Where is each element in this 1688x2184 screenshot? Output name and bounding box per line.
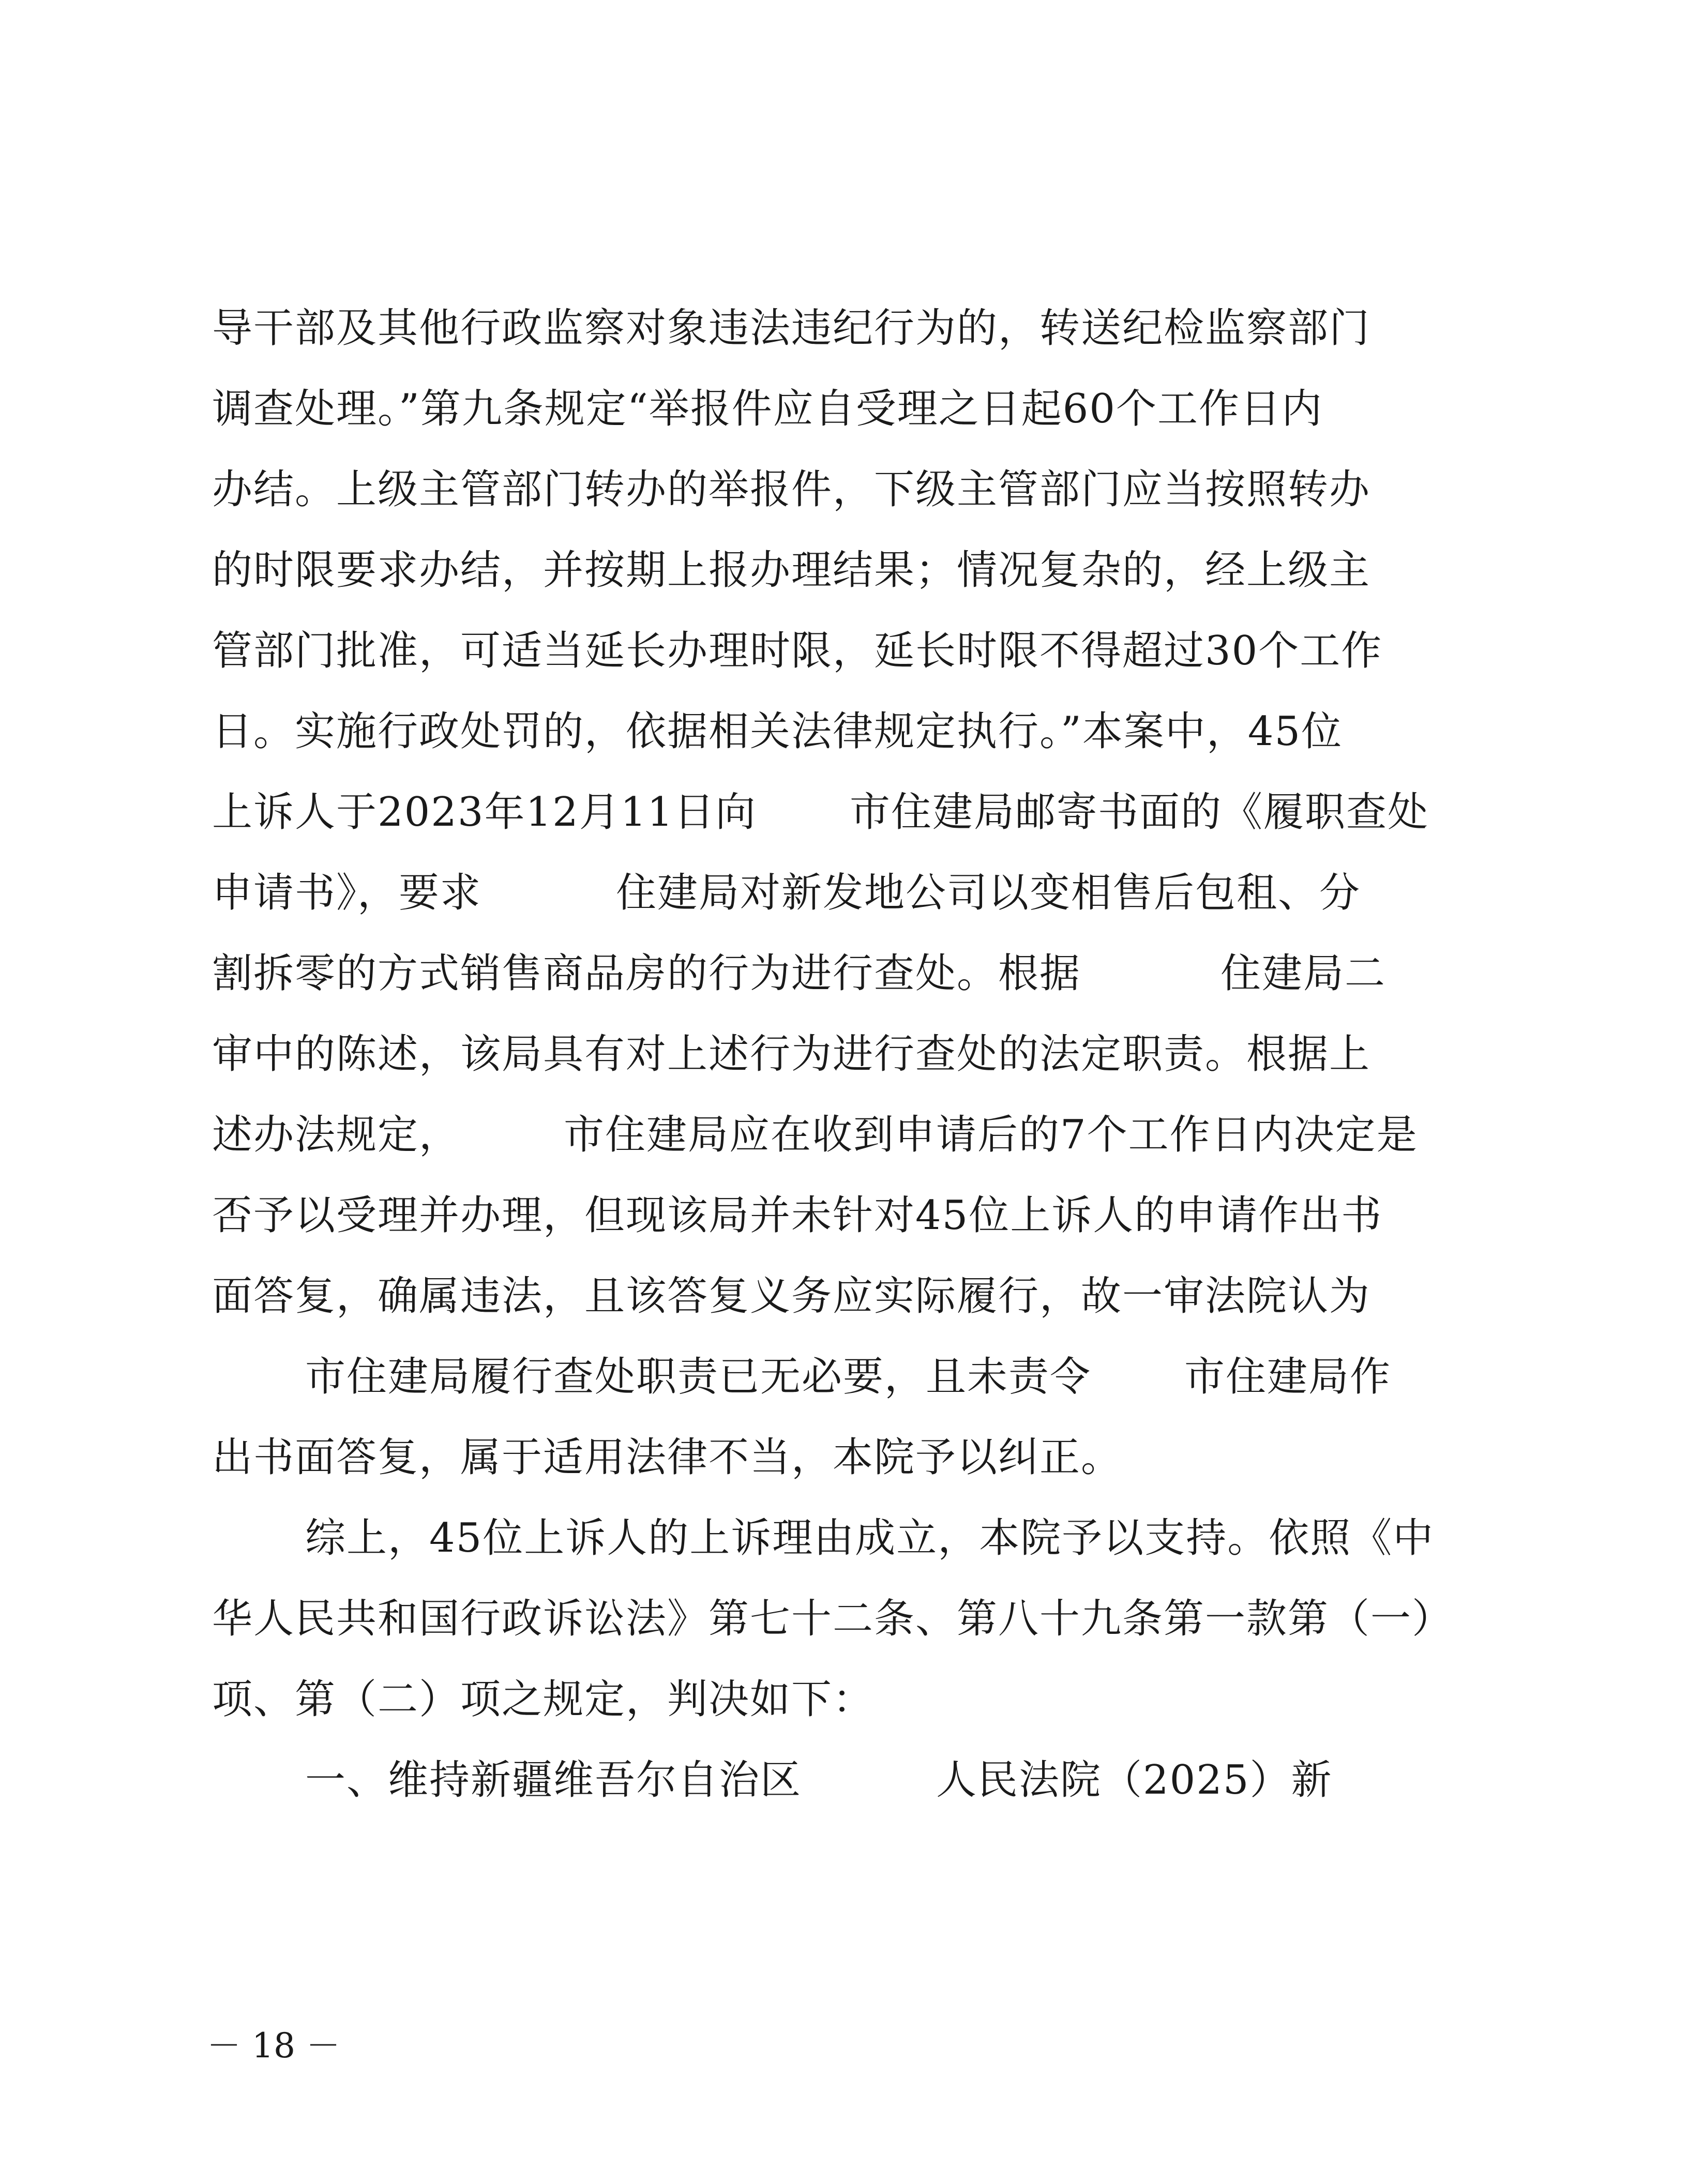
text-line — [212, 1348, 1479, 1405]
text-segment: 日。实施行政处罚的，依据相关法律规定执行。”本案中，45位 — [212, 708, 1343, 755]
text-line — [212, 1026, 1479, 1083]
text-segment: 出书面答复，属于适用法律不当，本院予以纠正。 — [212, 1434, 1123, 1481]
text-segment: 割拆零的方式销售商品房的行为进行查处。根据 — [212, 950, 1081, 997]
text-line — [212, 623, 1479, 679]
text-segment: 一、维持新疆维吾尔自治区 — [305, 1757, 802, 1803]
text-segment: 申请书》，要求 — [212, 870, 482, 916]
text-segment: 调查处理。”第九条规定“举报件应自受理之日起60个工作日内 — [212, 386, 1323, 432]
text-line — [212, 461, 1479, 518]
text-segment: 住建局对新发地公司以变相售后包租、分 — [616, 870, 1361, 916]
text-line — [212, 542, 1479, 599]
page-number: － 18 － — [207, 2026, 340, 2066]
text-line — [212, 300, 1479, 357]
text-segment: 市住建局履行查处职责已无必要，且未责令 — [305, 1354, 1092, 1400]
text-line — [212, 1187, 1479, 1244]
text-line — [212, 1429, 1479, 1486]
text-line — [212, 1590, 1479, 1647]
text-segment: 审中的陈述，该局具有对上述行为进行查处的法定职责。根据上 — [212, 1031, 1371, 1078]
text-line — [212, 1510, 1479, 1567]
text-segment: 管部门批准，可适当延长办理时限，延长时限不得超过30个工作 — [212, 628, 1383, 674]
text-segment: 述办法规定， — [212, 1112, 461, 1158]
text-line — [212, 784, 1479, 841]
text-segment: 的时限要求办结，并按期上报办理结果；情况复杂的，经上级主 — [212, 547, 1371, 594]
text-segment: 华人民共和国行政诉讼法》第七十二条、第八十九条第一款第（一） — [212, 1596, 1454, 1642]
text-line — [212, 703, 1479, 760]
text-segment: 上诉人于2023年12月11日向 — [212, 789, 757, 836]
text-line — [212, 945, 1479, 1002]
text-segment: 市住建局邮寄书面的《履职查处 — [850, 789, 1429, 836]
text-segment: 否予以受理并办理，但现该局并未针对45位上诉人的申请作出书 — [212, 1192, 1383, 1239]
text-segment: 项、第（二）项之规定，判决如下： — [212, 1676, 875, 1723]
text-segment: 市住建局应在收到申请后的7个工作日内决定是 — [564, 1112, 1418, 1158]
text-segment: 办结。上级主管部门转办的举报件，下级主管部门应当按照转办 — [212, 466, 1371, 513]
text-line — [212, 865, 1479, 921]
text-segment: 导干部及其他行政监察对象违法违纪行为的，转送纪检监察部门 — [212, 305, 1371, 352]
text-segment: 住建局二 — [1220, 950, 1386, 997]
text-segment: 面答复，确属违法，且该答复义务应实际履行，故一审法院认为 — [212, 1273, 1371, 1320]
text-segment: 市住建局作 — [1184, 1354, 1392, 1400]
text-line — [212, 1106, 1479, 1163]
text-segment: 人民法院（2025）新 — [936, 1757, 1333, 1803]
text-line — [212, 1752, 1479, 1809]
text-segment: 综上，45位上诉人的上诉理由成立，本院予以支持。依照《中 — [305, 1515, 1435, 1561]
text-line — [212, 1268, 1479, 1325]
text-line — [212, 381, 1479, 437]
text-line — [212, 1671, 1479, 1728]
